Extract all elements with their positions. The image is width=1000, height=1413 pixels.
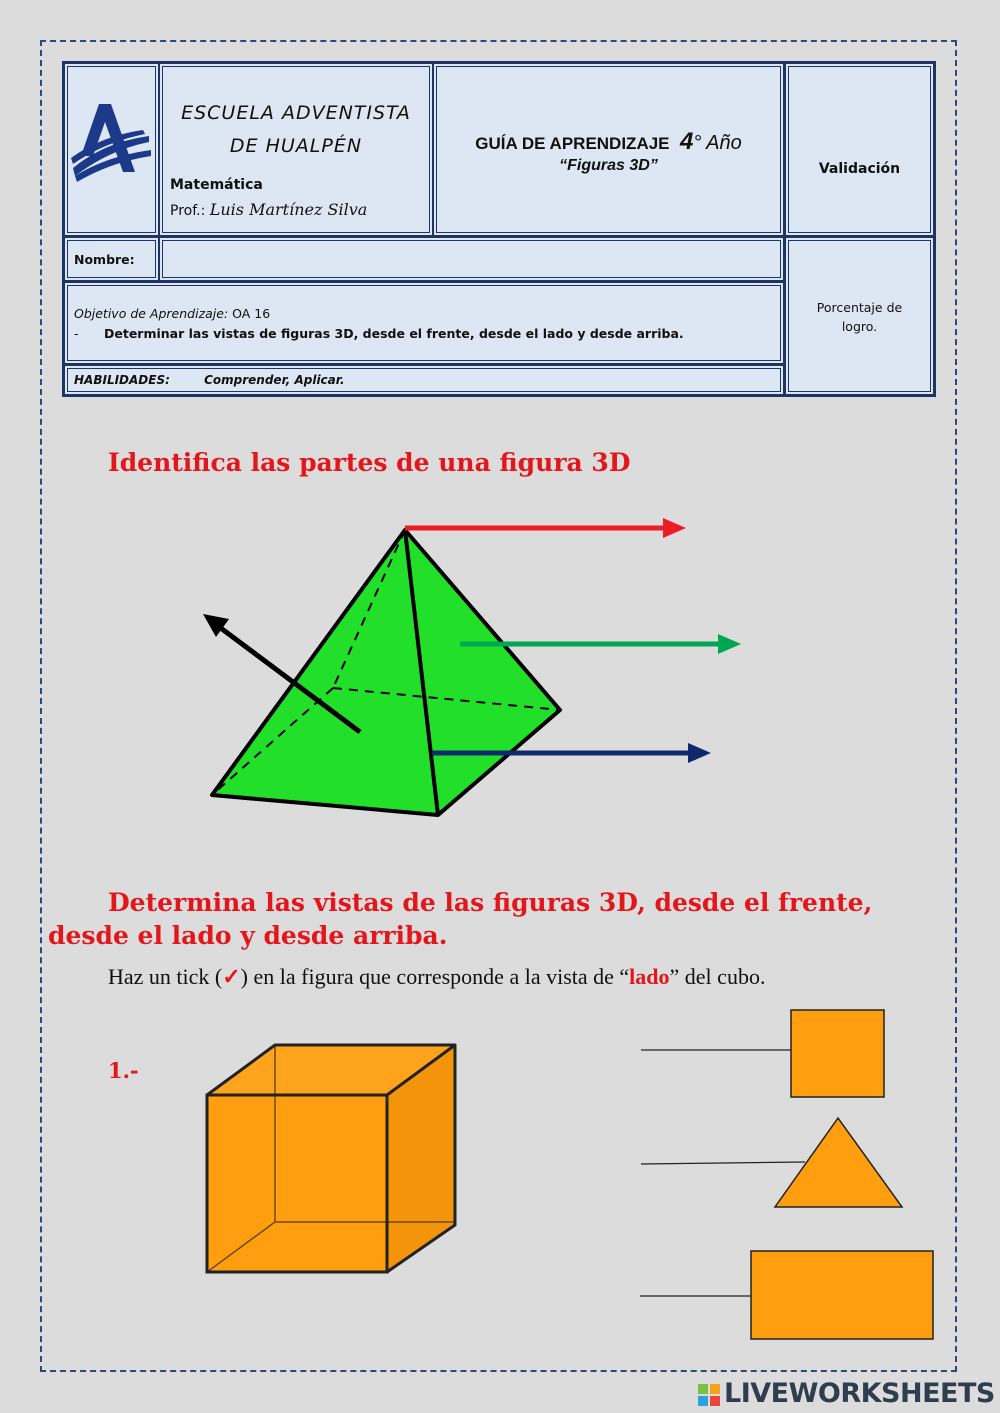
instruction-post: ” del cubo.	[669, 964, 766, 989]
section1-title: Identifica las partes de una figura 3D	[108, 448, 631, 477]
name-label: Nombre:	[74, 252, 135, 267]
option-rectangle[interactable]	[640, 1251, 933, 1339]
name-label-cell	[65, 238, 158, 280]
achievement-label	[786, 298, 933, 336]
objective-code: OA 16	[232, 306, 271, 321]
school-logo	[65, 64, 158, 235]
liveworksheets-logo: LIVEWORKSHEETS	[724, 1378, 995, 1409]
objective-dash: -	[74, 326, 79, 341]
option-triangle[interactable]	[641, 1118, 902, 1207]
instruction-keyword: lado	[629, 964, 670, 989]
rectangle-shape	[751, 1251, 933, 1339]
school-name-line2: DE HUALPÉN	[229, 135, 363, 157]
guide-cell	[434, 64, 783, 235]
section2-title: Determina las vistas de las figuras 3D, desde el frente, desde el lado y desde arriba.	[48, 888, 873, 950]
teacher-name: Luis Martínez Silva	[209, 200, 368, 219]
validation-label: Validación	[818, 161, 901, 177]
pyramid-body	[212, 530, 560, 815]
skills-label: HABILIDADES:	[74, 373, 170, 387]
instruction-pre: Haz un tick (	[108, 964, 223, 989]
cube-figure	[207, 1045, 455, 1272]
skills-cell	[65, 366, 783, 394]
teacher-line	[170, 200, 367, 220]
school-name-line1: ESCUELA ADVENTISTA	[181, 102, 411, 124]
achievement-cell	[786, 238, 933, 394]
achievement-label-line1: Porcentaje de	[816, 300, 903, 315]
instruction-text	[108, 964, 765, 990]
tick-icon: ✓	[222, 964, 241, 989]
liveworksheets-icon	[698, 1384, 720, 1406]
validation-cell	[786, 64, 933, 235]
objective-heading	[74, 306, 270, 321]
cube-exercise	[0, 1000, 1000, 1360]
objective-text: Determinar las vistas de figuras 3D, desde el frente, desde el lado y desde arriba.	[104, 326, 684, 341]
square-shape	[791, 1010, 884, 1097]
item-number: 1.-	[108, 1058, 139, 1083]
objective-cell	[65, 283, 783, 363]
name-field[interactable]	[160, 238, 783, 280]
option-triangle-line	[641, 1162, 805, 1164]
arrow-red	[405, 518, 686, 538]
skills-value: Comprender, Aplicar.	[204, 373, 345, 387]
guide-title	[434, 128, 783, 156]
objective-label: Objetivo de Aprendizaje:	[74, 306, 229, 321]
grade-number: 4	[679, 128, 694, 155]
header-table	[62, 61, 936, 397]
school-cell	[160, 64, 432, 235]
logo-cell	[65, 64, 158, 235]
achievement-label-line2: logro.	[841, 319, 878, 334]
pyramid-figure	[212, 530, 560, 815]
skills-line	[74, 373, 345, 387]
guide-label: GUÍA DE APRENDIZAJE	[475, 134, 670, 153]
pyramid-diagram	[0, 500, 1000, 840]
option-square[interactable]	[641, 1010, 884, 1097]
instruction-mid: ) en la figura que corresponde a la vista de “	[240, 964, 630, 989]
grade-suffix: ° Año	[693, 132, 742, 154]
subject-label: Matemática	[170, 177, 263, 193]
guide-subtitle: “Figuras 3D”	[559, 157, 658, 174]
teacher-label: Prof.:	[170, 203, 206, 219]
